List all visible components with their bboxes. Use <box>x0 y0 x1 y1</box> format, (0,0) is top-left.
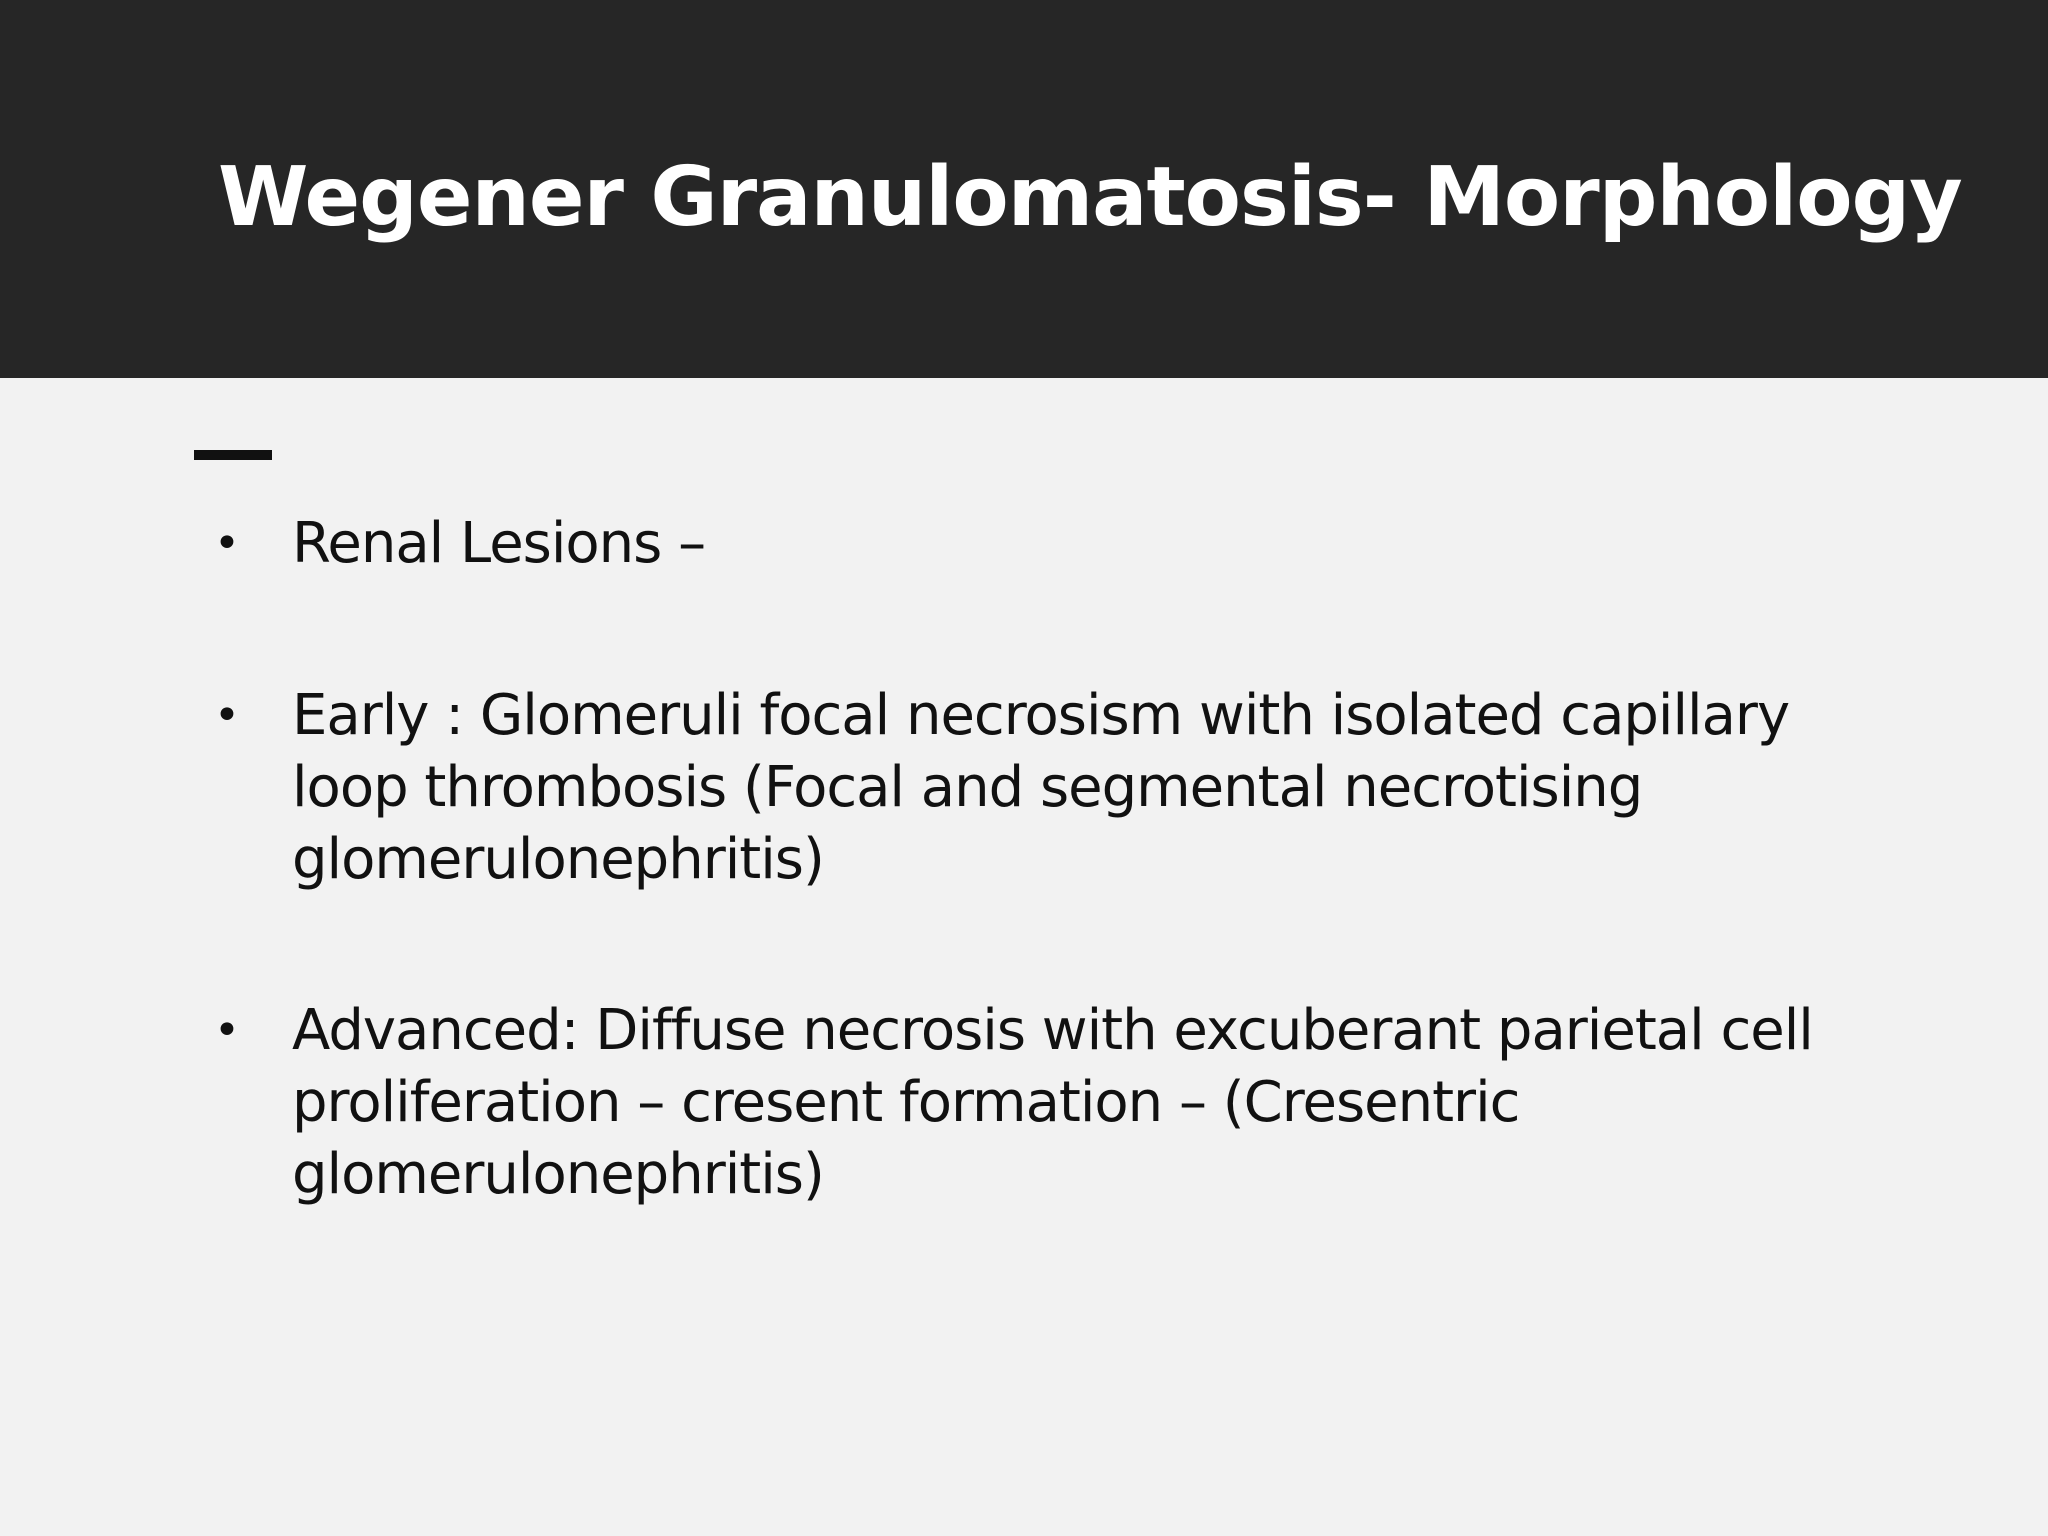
accent-rule <box>194 450 272 460</box>
title-bar <box>0 0 2048 378</box>
bullet-dot-icon: • <box>214 518 240 569</box>
slide-title: Wegener Granulomatosis- Morphology <box>218 150 1962 245</box>
bullet-dot-icon: • <box>214 1005 240 1056</box>
bullet-text: Advanced: Diffuse necrosis with excuberant parietal cell proliferation – cresent formation – (Cresentric glomerulonephritis) <box>292 998 1813 1207</box>
bullet-text: Renal Lesions – <box>292 511 706 576</box>
bullet-dot-icon: • <box>214 690 240 741</box>
bullet-text: Early : Glomeruli focal necrosism with isolated capillary loop thrombosis (Focal and segmental necrotising glomerulonephritis) <box>292 683 1790 892</box>
